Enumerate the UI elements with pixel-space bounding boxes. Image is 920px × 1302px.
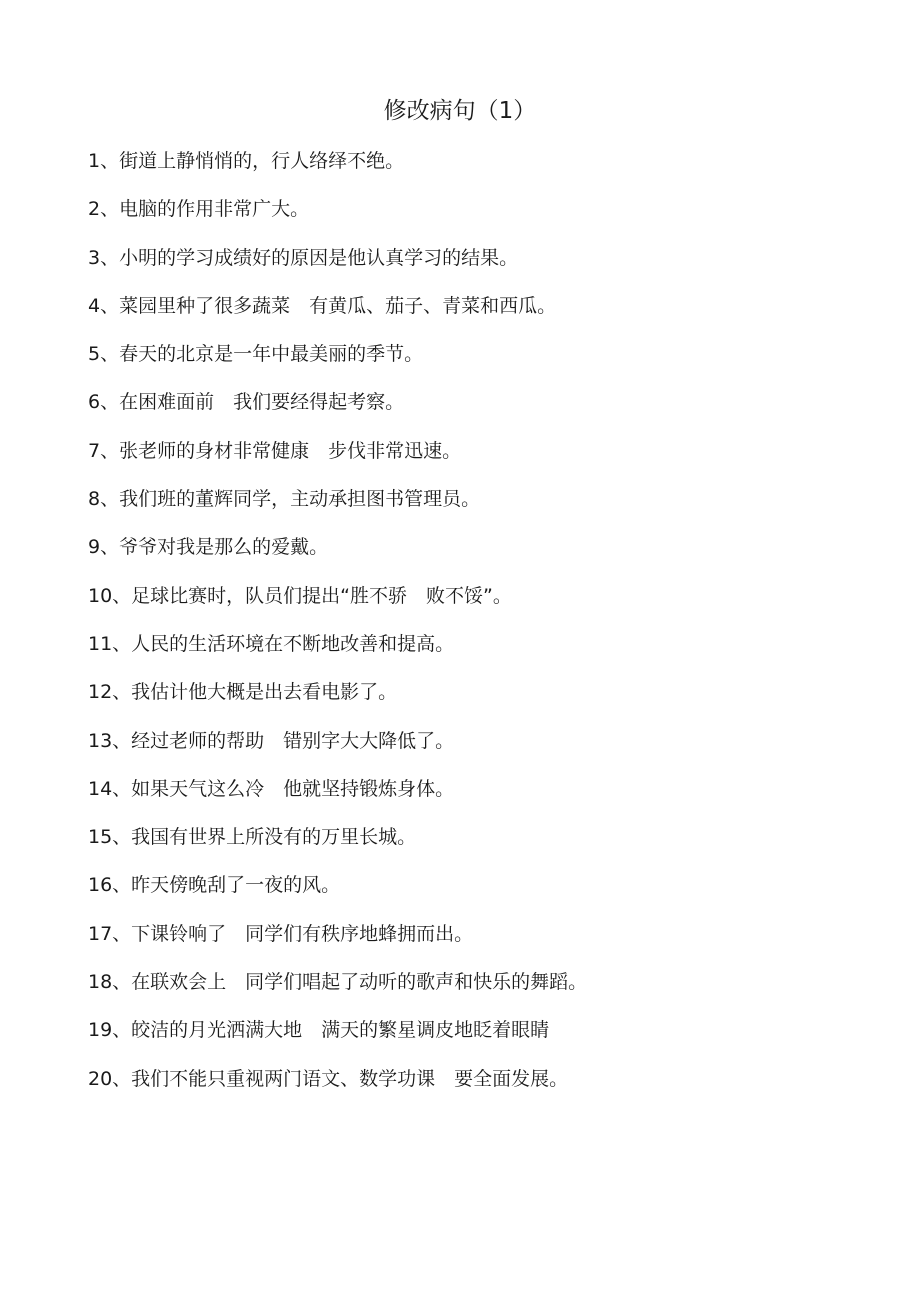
sentence-item-17: 17、下课铃响了 同学们有秩序地蜂拥而出。 xyxy=(88,922,474,945)
sentence-item-20: 20、我们不能只重视两门语文、数学功课 要全面发展。 xyxy=(88,1067,569,1090)
sentence-item-12: 12、我估计他大概是出去看电影了。 xyxy=(88,681,398,704)
sentence-item-3: 3、小明的学习成绩好的原因是他认真学习的结果。 xyxy=(88,246,519,269)
sentence-item-6: 6、在困难面前 我们要经得起考察。 xyxy=(88,391,405,414)
sentence-item-1: 1、街道上静悄悄的，行人络绎不绝。 xyxy=(88,150,405,172)
sentence-item-10: 10、足球比赛时，队员们提出“胜不骄 败不馁”。 xyxy=(88,584,512,607)
sentence-item-16: 16、昨天傍晚刮了一夜的风。 xyxy=(88,874,341,897)
sentence-item-13: 13、经过老师的帮助 错别字大大降低了。 xyxy=(88,729,455,752)
sentence-item-15: 15、我国有世界上所没有的万里长城。 xyxy=(88,826,417,849)
sentence-item-4: 4、菜园里种了很多蔬菜 有黄瓜、茄子、青菜和西瓜。 xyxy=(88,294,557,317)
sentence-item-18: 18、在联欢会上 同学们唱起了动听的歌声和快乐的舞蹈。 xyxy=(88,971,588,994)
sentence-item-5: 5、春天的北京是一年中最美丽的季节。 xyxy=(88,343,424,366)
sentence-item-14: 14、如果天气这么冷 他就坚持锻炼身体。 xyxy=(88,777,455,800)
sentence-list xyxy=(88,143,888,1109)
sentence-item-9: 9、爷爷对我是那么的爱戴。 xyxy=(88,536,329,559)
sentence-item-7: 7、张老师的身材非常健康 步伐非常迅速。 xyxy=(88,439,462,462)
sentence-item-2: 2、电脑的作用非常广大。 xyxy=(88,198,310,221)
sentence-item-8: 8、我们班的董辉同学，主动承担图书管理员。 xyxy=(88,488,481,511)
page-title: 修改病句（1） xyxy=(383,98,537,124)
sentence-item-11: 11、人民的生活环境在不断地改善和提高。 xyxy=(88,632,455,655)
sentence-item-19: 19、皎洁的月光洒满大地 满天的繁星调皮地眨着眼睛 xyxy=(88,1019,550,1042)
